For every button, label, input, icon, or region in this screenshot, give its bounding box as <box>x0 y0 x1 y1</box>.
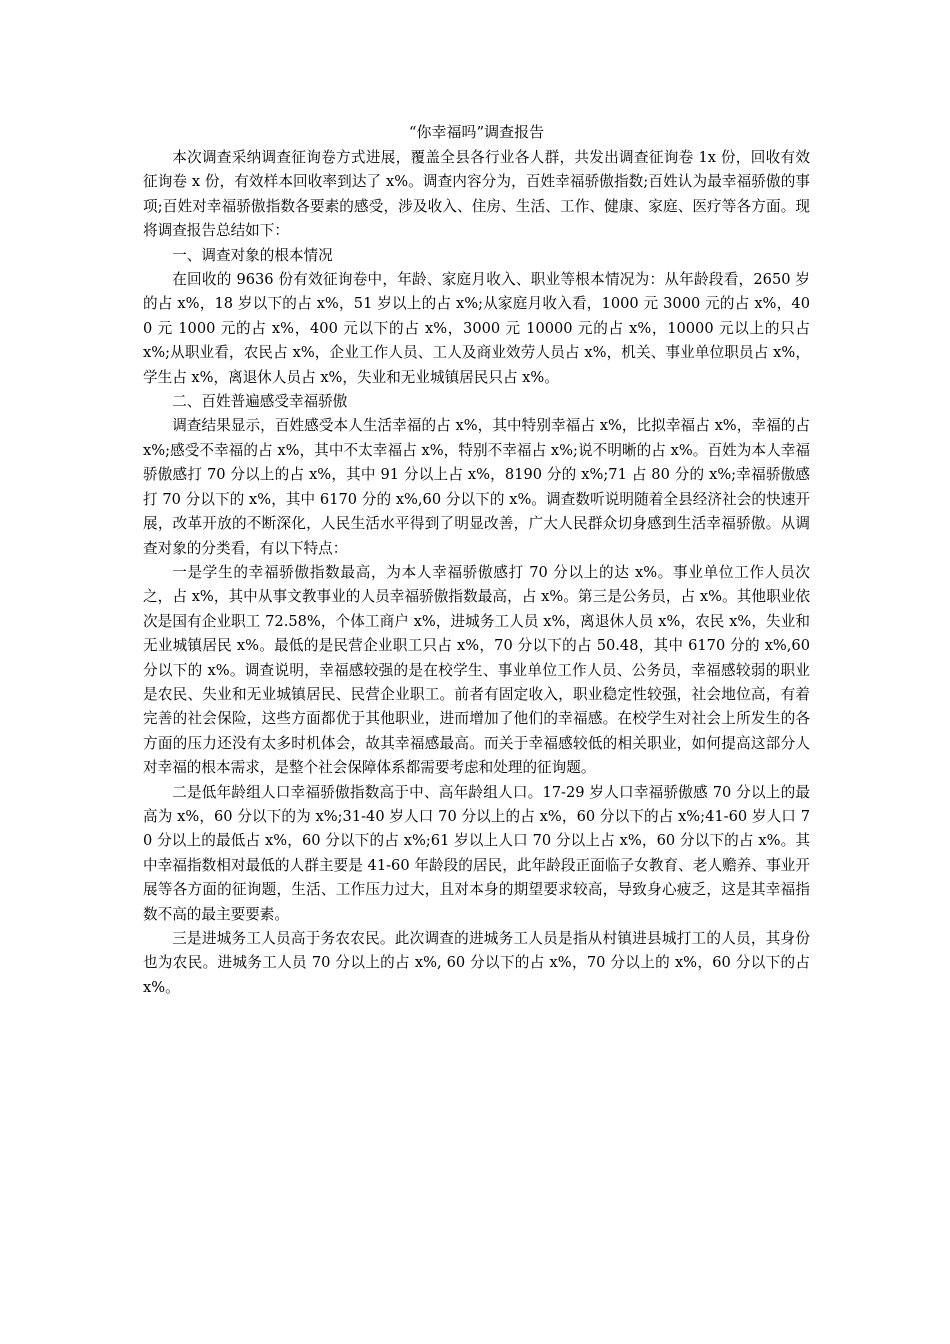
intro-paragraph: 本次调查采纳调查征询卷方式进展，覆盖全县各行业各人群，共发出调查征询卷 1x 份，回收有效征询卷 x 份，有效样本回收率到达了 x%。调查内容分为，百姓幸福骄傲指数;百姓认为最幸福骄傲的事项;百姓对幸福骄傲指数各要素的感受，涉及收入、住房、生活、工作、健康、家庭、医疗等各方面。现将调查报告总结如下： <box>143 149 810 240</box>
document-page <box>143 120 810 1000</box>
document-title: “你幸福吗”调查报告 <box>408 123 545 141</box>
section-1-paragraph: 在回收的 9636 份有效征询卷中，年龄、家庭月收入、职业等根本情况为：从年龄段看，2650 岁的占 x%，18 岁以下的占 x%，51 岁以上的占 x%;从家庭月收入看，1000 元 3000 元的占 x%，400 元 1000 元的占 x%，400 元以下的占 x%，3000 元 10000 元的占 x%，10000 元以上的只占 x%;从职业看，农民占 x%，企业工作人员、工人及商业效劳人员占 x%，机关、事业单位职员占 x%，学生占 x%，离退休人员占 x%，失业和无业城镇居民只占 x%。 <box>143 271 810 386</box>
section-2-paragraph: 调查结果显示，百姓感受本人生活幸福的占 x%，其中特别幸福占 x%，比拟幸福占 x%，幸福的占 x%;感受不幸福的占 x%，其中不太幸福占 x%，特别不幸福占 x%;说不明晰的占 x%。百姓为本人幸福骄傲感打 70 分以上的占 x%，其中 91 分以上占 x%，8190 分的 x%;71 占 80 分的 x%;幸福骄傲感打 70 分以下的 x%，其中 6170 分的 x%,60 分以下的 x%。调查数听说明随着全县经济社会的快速开展，改革开放的不断深化，人民生活水平得到了明显改善，广大人民群众切身感到生活幸福骄傲。从调查对象的分类看，有以下特点： <box>143 417 810 557</box>
section-2-heading: 二、百姓普遍感受幸福骄傲 <box>172 393 348 411</box>
point-3-paragraph: 三是进城务工人员高于务农农民。此次调查的进城务工人员是指从村镇进县城打工的人员，其身份也为农民。进城务工人员 70 分以上的占 x%, 60 分以下的占 x%，70 分以上的 x%，60 分以下的占 x%。 <box>143 930 810 996</box>
point-1-paragraph: 一是学生的幸福骄傲指数最高，为本人幸福骄傲感打 70 分以上的达 x%。事业单位工作人员次之，占 x%，其中从事文教事业的人员幸福骄傲指数最高，占 x%。第三是公务员，占 x%。其他职业依次是国有企业职工 72.58%，个体工商户 x%，进城务工人员 x%，离退休人员 x%，农民 x%，失业和无业城镇居民 x%。最低的是民营企业职工只占 x%，70 分以下的占 50.48，其中 6170 分的 x%,60 分以下的 x%。调查说明，幸福感较强的是在校学生、事业单位工作人员、公务员，幸福感较弱的职业是农民、失业和无业城镇居民、民营企业职工。前者有固定收入，职业稳定性较强，社会地位高，有着完善的社会保险，这些方面都优于其他职业，进而增加了他们的幸福感。在校学生对社会上所发生的各方面的压力还没有太多时机体会，故其幸福感最高。而关于幸福感较低的相关职业，如何提高这部分人对幸福的根本需求，是整个社会保障体系都需要考虑和处理的征询题。 <box>143 563 810 777</box>
section-1-heading: 一、调查对象的根本情况 <box>172 246 333 264</box>
point-2-paragraph: 二是低年龄组人口幸福骄傲指数高于中、高年龄组人口。17-29 岁人口幸福骄傲感 70 分以上的最高为 x%，60 分以下的为 x%;31-40 岁人口 70 分以上的占 x%，60 分以下的占 x%;41-60 岁人口 70 分以上的最低占 x%，60 分以下的占 x%;61 岁以上人口 70 分以上占 x%，60 分以下的占 x%。其中幸福指数相对最低的人群主要是 41-60 年龄段的居民，此年龄段正面临子女教育、老人赡养、事业开展等各方面的征询题，生活、工作压力过大，且对本身的期望要求较高，导致身心疲乏，这是其幸福指数不高的最主要要素。 <box>143 783 810 923</box>
